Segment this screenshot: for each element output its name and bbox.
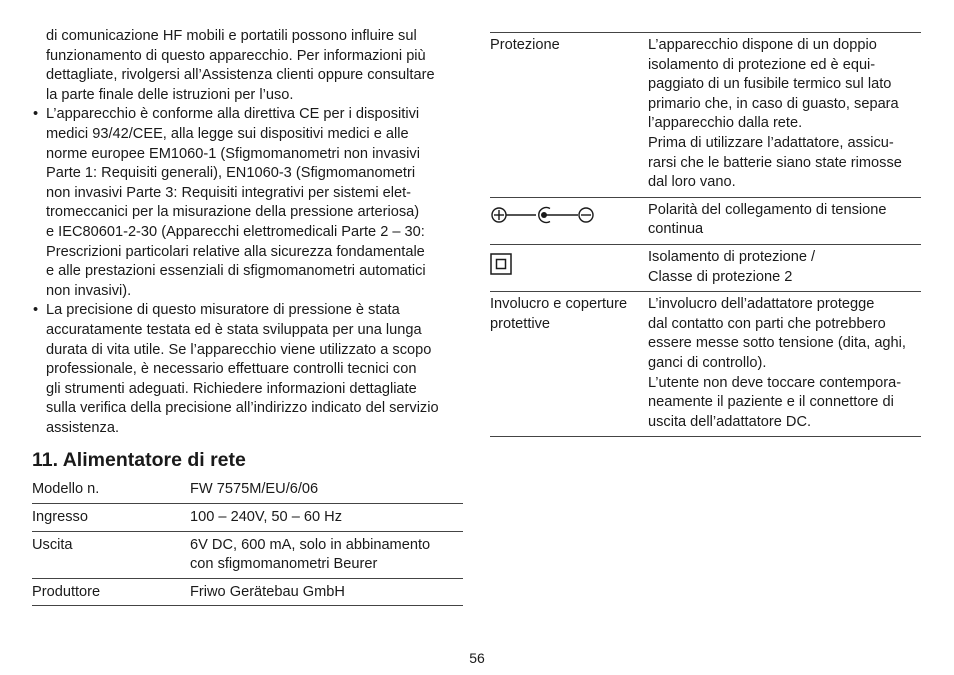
text-line: isolamento di protezione ed è equi- [648, 56, 876, 73]
text-line: L’apparecchio dispone di un doppio [648, 37, 877, 53]
text-line: Classe di protezione 2 [648, 268, 793, 285]
spec-key: Modello n. [32, 481, 100, 498]
text-line: medici 93/42/CEE, alla legge sui dispositivi medici e alle [46, 125, 409, 142]
page-number: 56 [469, 650, 485, 666]
spec-value [190, 504, 463, 532]
table-row [32, 578, 463, 606]
text-line: Involucro e coperture [490, 296, 628, 313]
text-line: con sfigmomanometri Beurer [190, 556, 378, 573]
text-line: Isolamento di protezione / [648, 248, 816, 265]
text-line: paggiato di un fusibile termico sul lato [648, 76, 892, 93]
text-line: durata di vita utile. Se l’apparecchio viene utilizzato a scopo [46, 341, 432, 358]
row-key [490, 197, 648, 244]
text-line: FW 7575M/EU/6/06 [190, 481, 319, 498]
row-key [490, 244, 648, 291]
text-line: 6V DC, 600 mA, solo in abbinamento [190, 536, 431, 553]
text-line: assistenza. [46, 419, 120, 436]
text-line: sulla verifica della precisione all’indirizzo indicato del servizio [46, 400, 439, 417]
text-line: L’utente non deve toccare contempora- [648, 374, 902, 391]
left-column [32, 27, 464, 606]
spec-value [190, 531, 463, 578]
row-value [648, 244, 921, 291]
text-line: non invasivi Parte 3: Requisiti integrativi per sistemi elet- [46, 184, 412, 201]
spec-key: Ingresso [32, 509, 88, 526]
table-row [490, 292, 921, 437]
text-line: ganci di controllo). [648, 354, 767, 371]
text-line: L’involucro dell’adattatore protegge [648, 296, 875, 313]
text-line: accuratamente testata ed è stata sviluppata per una lunga [46, 321, 422, 338]
table-row [490, 244, 921, 291]
spec-value [190, 578, 463, 606]
text-line: l’apparecchio dalla rete. [648, 115, 803, 132]
text-line: non invasivi). [46, 282, 132, 299]
text-line: Prima di utilizzare l’adattatore, assicu- [648, 134, 894, 151]
row-value [648, 33, 921, 198]
text-line: Polarità del collegamento di tensione [648, 201, 887, 218]
polarity-plus-center-minus-icon [490, 206, 600, 224]
text-line: tromeccanici per la misurazione della pressione arteriosa) [46, 204, 420, 221]
text-line: la parte finale delle istruzioni per l’uso. [46, 86, 294, 103]
spec-key: Uscita [32, 536, 73, 553]
text-line: • L’apparecchio è conforme alla direttiva CE per i dispositivi [46, 106, 420, 123]
text-line: dal contatto con parti che potrebbero [648, 315, 886, 332]
spec-key: Produttore [32, 583, 101, 600]
table-row [32, 504, 463, 532]
text-line: 100 – 240V, 50 – 60 Hz [190, 509, 343, 526]
bullet-precision [32, 301, 464, 438]
row-value [648, 197, 921, 244]
text-line: Friwo Gerätebau GmbH [190, 583, 345, 600]
bullet-ce-conformity [32, 105, 464, 301]
row-key: Protezione [490, 37, 560, 53]
text-line: funzionamento di questo apparecchio. Per informazioni più [46, 47, 426, 64]
section-title: 11. Alimentatore di rete [32, 449, 246, 472]
text-line: neamente il paziente e il connettore di [648, 394, 894, 411]
text-line: protettive [490, 315, 551, 332]
text-line: continua [648, 221, 704, 238]
text-line: gli strumenti adeguati. Richiedere informazioni dettagliate [46, 380, 417, 397]
text-line: e alle prestazioni essenziali di sfigmomanometri automatici [46, 263, 426, 280]
text-line: di comunicazione HF mobili e portatili possono influire sul [46, 28, 417, 44]
text-line: dal loro vano. [648, 174, 736, 191]
row-key [490, 292, 648, 437]
right-column [490, 32, 921, 437]
text-line: rarsi che le batterie siano state rimosse [648, 154, 902, 171]
text-line: e IEC80601-2-30 (Apparecchi elettromedicali Parte 2 – 30: [46, 223, 425, 240]
text-line: Prescrizioni particolari relative alla sicurezza fondamentale [46, 243, 425, 260]
table-row [32, 476, 463, 503]
symbols-table [490, 32, 921, 437]
text-line: professionale, è necessario effettuare controlli tecnici con [46, 361, 417, 378]
text-line: uscita dell’adattatore DC. [648, 413, 812, 430]
power-supply-spec-table [32, 476, 463, 606]
text-line: Parte 1: Requisiti generali), EN1060-3 (Sfigmomanometri [46, 165, 416, 182]
text-line: • La precisione di questo misuratore di pressione è stata [46, 302, 400, 319]
table-row [490, 33, 921, 198]
text-line: primario che, in caso di guasto, separa [648, 95, 899, 112]
text-line: dettagliate, rivolgersi all’Assistenza clienti oppure consultare [46, 67, 435, 84]
row-value [648, 292, 921, 437]
table-row [32, 531, 463, 578]
text-line: norme europee EM1060-1 (Sfigmomanometri non invasivi [46, 145, 420, 162]
table-row [490, 197, 921, 244]
intro-paragraph [32, 27, 464, 105]
text-line: essere messe sotto tensione (dita, aghi, [648, 335, 906, 352]
spec-value [190, 476, 463, 503]
double-insulation-class-2-icon [490, 253, 512, 275]
